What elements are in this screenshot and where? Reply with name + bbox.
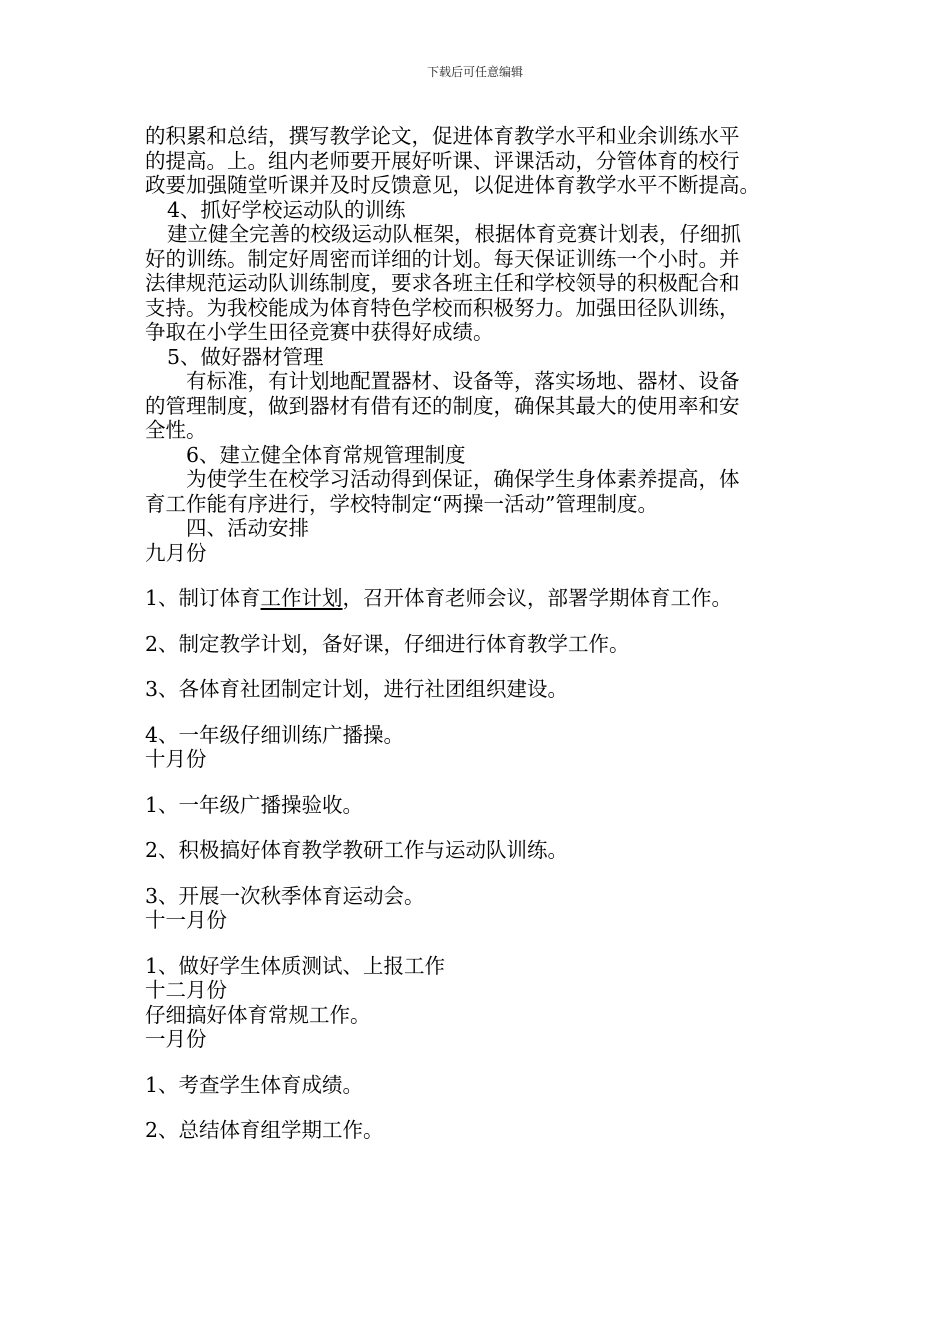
page-header: 下载后可任意编辑 (426, 65, 523, 79)
list-item: 2、制定教学计划，备好课，仔细进行体育教学工作。 (145, 631, 630, 656)
list-item: 3、开展一次秋季体育运动会。 (145, 883, 425, 908)
paragraph-line: 法律规范运动队训练制度，要求各班主任和学校领导的积极配合和 (145, 271, 740, 295)
item5-heading: 5、做好器材管理 (167, 344, 324, 369)
paragraph-line: 支持。为我校能成为体育特色学校而积极努力。加强田径队训练， (145, 295, 740, 320)
paragraph-line: 建立健全完善的校级运动队框架，根据体育竞赛计划表，仔细抓 (167, 222, 741, 246)
month-january-title: 一月份 (145, 1027, 207, 1051)
paragraph-line: 育工作能有序进行，学校特制定“两操一活动”管理制度。 (145, 491, 658, 516)
list-item (145, 586, 810, 611)
paragraph-line: 的管理制度，做到器材有借有还的制度，确保其最大的使用率和安 (145, 393, 740, 418)
paragraph-line: 有标准，有计划地配置器材、设备等，落实场地、器材、设备 (186, 369, 740, 393)
section4-heading: 四、活动安排 (186, 516, 309, 540)
list-item-text: 1、制订体育 (145, 586, 261, 610)
list-item: 2、积极搞好体育教学教研工作与运动队训练。 (145, 838, 569, 862)
month-december-title: 十二月份 (145, 978, 227, 1002)
list-item: 1、考查学生体育成绩。 (145, 1072, 364, 1097)
list-item: 3、各体育社团制定计划，进行社团组织建设。 (145, 677, 569, 701)
list-item: 1、一年级广播操验收。 (145, 792, 364, 817)
paragraph-line: 为使学生在校学习活动得到保证，确保学生身体素养提高，体 (186, 467, 740, 491)
list-item: 仔细搞好体育常规工作。 (145, 1002, 371, 1027)
work-plan-link[interactable]: 工作计划 (260, 586, 343, 610)
paragraph-line: 的积累和总结，撰写教学论文，促进体育教学水平和业余训练水平 (145, 124, 740, 148)
paragraph-line: 政要加强随堂听课并及时反馈意见，以促进体育教学水平不断提高。 (145, 173, 760, 197)
month-november-title: 十一月份 (145, 908, 227, 932)
month-september-title: 九月份 (145, 540, 207, 565)
item6-heading: 6、建立健全体育常规管理制度 (186, 442, 466, 467)
list-item: 1、做好学生体质测试、上报工作 (145, 953, 446, 978)
paragraph-line: 好的训练。制定好周密而详细的计划。每天保证训练一个小时。并 (145, 246, 740, 271)
document-body (145, 124, 810, 1143)
paragraph-line: 全性。 (145, 418, 207, 442)
item4-heading: 4、抓好学校运动队的训练 (167, 197, 406, 222)
list-item: 4、一年级仔细训练广播操。 (145, 722, 405, 747)
month-october-title: 十月份 (145, 747, 207, 771)
list-item-text: ，召开体育老师会议，部署学期体育工作。 (342, 586, 733, 610)
list-item: 2、总结体育组学期工作。 (145, 1118, 384, 1142)
paragraph-line: 的提高。上。组内老师要开展好听课、评课活动，分管体育的校行 (145, 148, 740, 173)
paragraph-line: 争取在小学生田径竞赛中获得好成绩。 (145, 320, 494, 344)
